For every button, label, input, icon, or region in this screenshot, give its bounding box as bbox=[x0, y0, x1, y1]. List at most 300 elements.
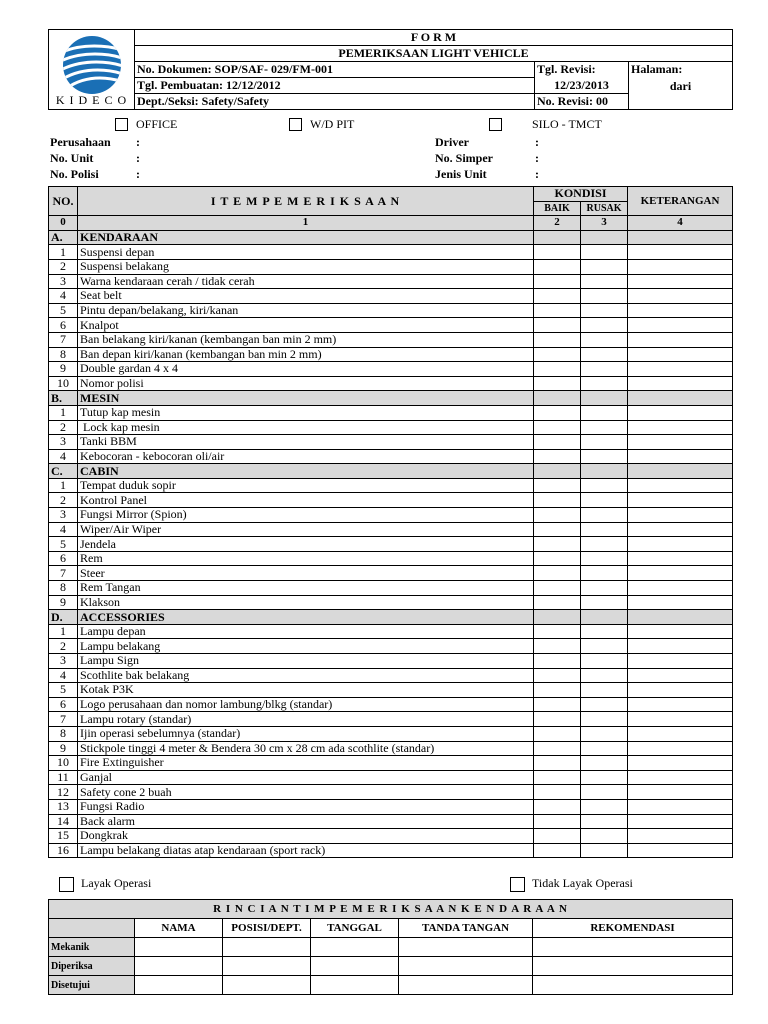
keterangan-cell[interactable] bbox=[628, 814, 733, 829]
section-cell bbox=[534, 391, 581, 406]
checklist-row bbox=[49, 420, 733, 435]
location-silo[interactable] bbox=[489, 115, 602, 133]
keterangan-cell[interactable] bbox=[628, 376, 733, 391]
baik-cell[interactable] bbox=[534, 478, 581, 493]
item-label: Ganjal bbox=[78, 770, 534, 785]
checklist-row bbox=[49, 595, 733, 610]
item-label: Ijin operasi sebelumnya (standar) bbox=[78, 726, 534, 741]
keterangan-cell[interactable] bbox=[628, 551, 733, 566]
item-number: 4 bbox=[49, 668, 78, 683]
checklist-row bbox=[49, 741, 733, 756]
signature-field[interactable] bbox=[399, 957, 533, 976]
checklist-row bbox=[49, 303, 733, 318]
baik-cell[interactable] bbox=[534, 624, 581, 639]
item-label: Klakson bbox=[78, 595, 534, 610]
position-field[interactable] bbox=[223, 976, 311, 995]
rusak-cell[interactable] bbox=[581, 435, 628, 450]
item-number: 5 bbox=[49, 683, 78, 698]
item-number: 7 bbox=[49, 332, 78, 347]
team-title: R I N C I A N T I M P E M E R I K S A A N K E N D A R A A N bbox=[49, 900, 733, 919]
checklist-row bbox=[49, 639, 733, 654]
rusak-cell[interactable] bbox=[581, 245, 628, 260]
item-number: 7 bbox=[49, 712, 78, 727]
info-label: No. Simper bbox=[435, 151, 493, 165]
keterangan-cell[interactable] bbox=[628, 537, 733, 552]
keterangan-cell[interactable] bbox=[628, 435, 733, 450]
baik-cell[interactable] bbox=[534, 508, 581, 523]
item-label: Wiper/Air Wiper bbox=[78, 522, 534, 537]
position-field[interactable] bbox=[223, 938, 311, 957]
baik-cell[interactable] bbox=[534, 770, 581, 785]
section-cell bbox=[628, 610, 733, 625]
item-number: 6 bbox=[49, 697, 78, 712]
rusak-cell[interactable] bbox=[581, 493, 628, 508]
baik-cell[interactable] bbox=[534, 376, 581, 391]
checklist-row bbox=[49, 493, 733, 508]
item-label: Fungsi Radio bbox=[78, 799, 534, 814]
checklist-row bbox=[49, 829, 733, 844]
rusak-cell[interactable] bbox=[581, 843, 628, 858]
info-row-unit[interactable] bbox=[50, 150, 140, 166]
col-rusak-header: RUSAK bbox=[581, 201, 628, 216]
baik-cell[interactable] bbox=[534, 581, 581, 596]
section-code: D. bbox=[49, 610, 78, 625]
section-code: A. bbox=[49, 230, 78, 245]
item-number: 6 bbox=[49, 551, 78, 566]
idx-cell: 0 bbox=[49, 216, 78, 231]
checklist-row bbox=[49, 289, 733, 304]
baik-cell[interactable] bbox=[534, 639, 581, 654]
rusak-cell[interactable] bbox=[581, 376, 628, 391]
keterangan-cell[interactable] bbox=[628, 259, 733, 274]
item-number: 8 bbox=[49, 581, 78, 596]
item-number: 1 bbox=[49, 624, 78, 639]
checklist-row bbox=[49, 362, 733, 377]
rusak-cell[interactable] bbox=[581, 814, 628, 829]
keterangan-cell[interactable] bbox=[628, 785, 733, 800]
baik-cell[interactable] bbox=[534, 814, 581, 829]
checklist-row bbox=[49, 814, 733, 829]
inspection-table bbox=[48, 186, 733, 858]
baik-cell[interactable] bbox=[534, 318, 581, 333]
baik-cell[interactable] bbox=[534, 595, 581, 610]
baik-cell[interactable] bbox=[534, 566, 581, 581]
rusak-cell[interactable] bbox=[581, 595, 628, 610]
keterangan-cell[interactable] bbox=[628, 420, 733, 435]
location-wd-pit[interactable] bbox=[289, 115, 354, 133]
item-number: 14 bbox=[49, 814, 78, 829]
keterangan-cell[interactable] bbox=[628, 303, 733, 318]
rusak-cell[interactable] bbox=[581, 785, 628, 800]
keterangan-cell[interactable] bbox=[628, 508, 733, 523]
idx-cell: 1 bbox=[78, 216, 534, 231]
rusak-cell[interactable] bbox=[581, 697, 628, 712]
keterangan-cell[interactable] bbox=[628, 799, 733, 814]
rusak-cell[interactable] bbox=[581, 726, 628, 741]
item-label: Lampu belakang diatas atap kendaraan (sport rack) bbox=[78, 843, 534, 858]
keterangan-cell[interactable] bbox=[628, 843, 733, 858]
wdpit-label: W/D PIT bbox=[310, 117, 355, 131]
col-baik-header: BAIK bbox=[534, 201, 581, 216]
rusak-cell[interactable] bbox=[581, 449, 628, 464]
section-title: CABIN bbox=[78, 464, 534, 479]
rusak-cell[interactable] bbox=[581, 581, 628, 596]
checklist-row bbox=[49, 332, 733, 347]
name-field[interactable] bbox=[135, 976, 223, 995]
item-label: Lampu Sign bbox=[78, 654, 534, 669]
rusak-cell[interactable] bbox=[581, 478, 628, 493]
baik-cell[interactable] bbox=[534, 668, 581, 683]
team-col-position: POSISI/DEPT. bbox=[223, 919, 311, 938]
checklist-row bbox=[49, 245, 733, 260]
section-cell bbox=[581, 230, 628, 245]
baik-cell[interactable] bbox=[534, 537, 581, 552]
baik-cell[interactable] bbox=[534, 405, 581, 420]
checklist-row bbox=[49, 347, 733, 362]
keterangan-cell[interactable] bbox=[628, 449, 733, 464]
date-field[interactable] bbox=[311, 976, 399, 995]
verdict-not-ok[interactable] bbox=[510, 876, 633, 892]
rusak-cell[interactable] bbox=[581, 551, 628, 566]
item-number: 3 bbox=[49, 274, 78, 289]
item-number: 4 bbox=[49, 289, 78, 304]
rusak-cell[interactable] bbox=[581, 420, 628, 435]
rusak-cell[interactable] bbox=[581, 683, 628, 698]
baik-cell[interactable] bbox=[534, 303, 581, 318]
layak-checkbox[interactable] bbox=[59, 877, 74, 892]
office-checkbox[interactable] bbox=[115, 118, 128, 131]
rev-date-label: Tgl. Revisi: bbox=[535, 62, 629, 78]
info-row-unit-type[interactable] bbox=[435, 166, 539, 182]
checklist-row bbox=[49, 770, 733, 785]
rusak-cell[interactable] bbox=[581, 566, 628, 581]
info-label: Perusahaan bbox=[50, 135, 111, 149]
rusak-cell[interactable] bbox=[581, 741, 628, 756]
checklist-row bbox=[49, 756, 733, 771]
rusak-cell[interactable] bbox=[581, 639, 628, 654]
rusak-cell[interactable] bbox=[581, 405, 628, 420]
item-label: Double gardan 4 x 4 bbox=[78, 362, 534, 377]
date-field[interactable] bbox=[311, 938, 399, 957]
item-number: 8 bbox=[49, 726, 78, 741]
checklist-row bbox=[49, 508, 733, 523]
keterangan-cell[interactable] bbox=[628, 756, 733, 771]
baik-cell[interactable] bbox=[534, 843, 581, 858]
baik-cell[interactable] bbox=[534, 829, 581, 844]
section-row bbox=[49, 610, 733, 625]
baik-cell[interactable] bbox=[534, 741, 581, 756]
rev-date: 12/23/2013 bbox=[535, 78, 629, 94]
baik-cell[interactable] bbox=[534, 449, 581, 464]
checklist-row bbox=[49, 259, 733, 274]
created-date: Tgl. Pembuatan: 12/12/2012 bbox=[135, 78, 535, 94]
rusak-cell[interactable] bbox=[581, 508, 628, 523]
keterangan-cell[interactable] bbox=[628, 697, 733, 712]
item-number: 10 bbox=[49, 376, 78, 391]
checklist-row bbox=[49, 683, 733, 698]
keterangan-cell[interactable] bbox=[628, 289, 733, 304]
item-number: 4 bbox=[49, 522, 78, 537]
team-row-approved bbox=[49, 976, 733, 995]
item-number: 6 bbox=[49, 318, 78, 333]
item-label: Lock kap mesin bbox=[78, 420, 534, 435]
item-label: Ban depan kiri/kanan (kembangan ban min 2 mm) bbox=[78, 347, 534, 362]
rusak-cell[interactable] bbox=[581, 712, 628, 727]
document-header bbox=[48, 29, 733, 110]
keterangan-cell[interactable] bbox=[628, 726, 733, 741]
keterangan-cell[interactable] bbox=[628, 318, 733, 333]
checklist-row bbox=[49, 318, 733, 333]
checklist-row bbox=[49, 712, 733, 727]
keterangan-cell[interactable] bbox=[628, 683, 733, 698]
col-ket-header: KETERANGAN bbox=[628, 187, 733, 216]
item-number: 1 bbox=[49, 478, 78, 493]
signature-field[interactable] bbox=[399, 976, 533, 995]
item-label: Lampu rotary (standar) bbox=[78, 712, 534, 727]
checklist-row bbox=[49, 624, 733, 639]
item-label: Seat belt bbox=[78, 289, 534, 304]
keterangan-cell[interactable] bbox=[628, 566, 733, 581]
rusak-cell[interactable] bbox=[581, 347, 628, 362]
item-number: 4 bbox=[49, 449, 78, 464]
checklist-row bbox=[49, 566, 733, 581]
rusak-cell[interactable] bbox=[581, 289, 628, 304]
rusak-cell[interactable] bbox=[581, 318, 628, 333]
location-office[interactable] bbox=[115, 115, 177, 133]
info-row-driver[interactable] bbox=[435, 134, 539, 150]
item-number: 3 bbox=[49, 508, 78, 523]
item-number: 2 bbox=[49, 493, 78, 508]
team-table bbox=[48, 899, 733, 995]
item-number: 13 bbox=[49, 799, 78, 814]
baik-cell[interactable] bbox=[534, 420, 581, 435]
item-label: Kotak P3K bbox=[78, 683, 534, 698]
signature-field[interactable] bbox=[399, 938, 533, 957]
item-label: Nomor polisi bbox=[78, 376, 534, 391]
keterangan-cell[interactable] bbox=[628, 829, 733, 844]
section-title: ACCESSORIES bbox=[78, 610, 534, 625]
checklist-row bbox=[49, 435, 733, 450]
rusak-cell[interactable] bbox=[581, 522, 628, 537]
keterangan-cell[interactable] bbox=[628, 332, 733, 347]
keterangan-cell[interactable] bbox=[628, 639, 733, 654]
rusak-cell[interactable] bbox=[581, 537, 628, 552]
keterangan-cell[interactable] bbox=[628, 362, 733, 377]
rusak-cell[interactable] bbox=[581, 756, 628, 771]
office-label: OFFICE bbox=[136, 117, 178, 131]
baik-cell[interactable] bbox=[534, 245, 581, 260]
name-field[interactable] bbox=[135, 957, 223, 976]
item-number: 9 bbox=[49, 362, 78, 377]
team-row-label: Diperiksa bbox=[49, 957, 135, 976]
item-label: Lampu belakang bbox=[78, 639, 534, 654]
recommendation-field[interactable] bbox=[533, 938, 733, 957]
item-number: 10 bbox=[49, 756, 78, 771]
kideco-logo-icon bbox=[57, 34, 127, 96]
baik-cell[interactable] bbox=[534, 362, 581, 377]
section-code: C. bbox=[49, 464, 78, 479]
team-col-recommendation: REKOMENDASI bbox=[533, 919, 733, 938]
item-number: 9 bbox=[49, 741, 78, 756]
item-label: Pintu depan/belakang, kiri/kanan bbox=[78, 303, 534, 318]
item-label: Warna kendaraan cerah / tidak cerah bbox=[78, 274, 534, 289]
info-label: No. Polisi bbox=[50, 167, 99, 181]
baik-cell[interactable] bbox=[534, 551, 581, 566]
section-cell bbox=[534, 230, 581, 245]
keterangan-cell[interactable] bbox=[628, 770, 733, 785]
keterangan-cell[interactable] bbox=[628, 347, 733, 362]
item-number: 3 bbox=[49, 654, 78, 669]
item-label: Knalpot bbox=[78, 318, 534, 333]
keterangan-cell[interactable] bbox=[628, 245, 733, 260]
rusak-cell[interactable] bbox=[581, 770, 628, 785]
item-number: 2 bbox=[49, 259, 78, 274]
item-label: Fungsi Mirror (Spion) bbox=[78, 508, 534, 523]
baik-cell[interactable] bbox=[534, 332, 581, 347]
section-code: B. bbox=[49, 391, 78, 406]
doc-number: No. Dokumen: SOP/SAF- 029/FM-001 bbox=[135, 62, 535, 78]
checklist-row bbox=[49, 654, 733, 669]
keterangan-cell[interactable] bbox=[628, 654, 733, 669]
item-label: Suspensi depan bbox=[78, 245, 534, 260]
item-number: 8 bbox=[49, 347, 78, 362]
item-label: Stickpole tinggi 4 meter & Bendera 30 cm x 28 cm ada scothlite (standar) bbox=[78, 741, 534, 756]
baik-cell[interactable] bbox=[534, 654, 581, 669]
form-subtitle: PEMERIKSAAN LIGHT VEHICLE bbox=[135, 46, 733, 62]
item-number: 2 bbox=[49, 639, 78, 654]
baik-cell[interactable] bbox=[534, 756, 581, 771]
baik-cell[interactable] bbox=[534, 683, 581, 698]
idx-cell: 3 bbox=[581, 216, 628, 231]
item-number: 1 bbox=[49, 245, 78, 260]
item-number: 5 bbox=[49, 537, 78, 552]
rusak-cell[interactable] bbox=[581, 668, 628, 683]
recommendation-field[interactable] bbox=[533, 957, 733, 976]
checklist-row bbox=[49, 697, 733, 712]
baik-cell[interactable] bbox=[534, 522, 581, 537]
baik-cell[interactable] bbox=[534, 259, 581, 274]
baik-cell[interactable] bbox=[534, 274, 581, 289]
section-cell bbox=[628, 230, 733, 245]
baik-cell[interactable] bbox=[534, 726, 581, 741]
baik-cell[interactable] bbox=[534, 347, 581, 362]
info-row-plate[interactable] bbox=[50, 166, 140, 182]
position-field[interactable] bbox=[223, 957, 311, 976]
keterangan-cell[interactable] bbox=[628, 493, 733, 508]
item-label: Lampu depan bbox=[78, 624, 534, 639]
section-row bbox=[49, 230, 733, 245]
item-number: 2 bbox=[49, 420, 78, 435]
baik-cell[interactable] bbox=[534, 435, 581, 450]
info-row-license[interactable] bbox=[435, 150, 539, 166]
item-number: 12 bbox=[49, 785, 78, 800]
keterangan-cell[interactable] bbox=[628, 595, 733, 610]
keterangan-cell[interactable] bbox=[628, 624, 733, 639]
checklist-row bbox=[49, 522, 733, 537]
item-label: Tutup kap mesin bbox=[78, 405, 534, 420]
baik-cell[interactable] bbox=[534, 697, 581, 712]
dept: Dept./Seksi: Safety/Safety bbox=[135, 94, 535, 110]
rusak-cell[interactable] bbox=[581, 303, 628, 318]
baik-cell[interactable] bbox=[534, 289, 581, 304]
item-label: Jendela bbox=[78, 537, 534, 552]
item-number: 3 bbox=[49, 435, 78, 450]
section-cell bbox=[628, 464, 733, 479]
rusak-cell[interactable] bbox=[581, 259, 628, 274]
section-row bbox=[49, 391, 733, 406]
item-number: 9 bbox=[49, 595, 78, 610]
keterangan-cell[interactable] bbox=[628, 581, 733, 596]
item-label: Tanki BBM bbox=[78, 435, 534, 450]
baik-cell[interactable] bbox=[534, 712, 581, 727]
item-label: Tempat duduk sopir bbox=[78, 478, 534, 493]
keterangan-cell[interactable] bbox=[628, 741, 733, 756]
keterangan-cell[interactable] bbox=[628, 522, 733, 537]
info-label: Jenis Unit bbox=[435, 167, 487, 181]
keterangan-cell[interactable] bbox=[628, 405, 733, 420]
rusak-cell[interactable] bbox=[581, 362, 628, 377]
col-no-header: NO. bbox=[49, 187, 78, 216]
checklist-row bbox=[49, 843, 733, 858]
team-col-date: TANGGAL bbox=[311, 919, 399, 938]
silo-checkbox[interactable] bbox=[489, 118, 502, 131]
info-colon: : bbox=[136, 135, 140, 149]
info-colon: : bbox=[136, 167, 140, 181]
info-label: Driver bbox=[435, 135, 469, 149]
rusak-cell[interactable] bbox=[581, 654, 628, 669]
info-label: No. Unit bbox=[50, 151, 94, 165]
rev-number: No. Revisi: 00 bbox=[535, 94, 629, 110]
verdict-ok[interactable] bbox=[59, 876, 151, 892]
rusak-cell[interactable] bbox=[581, 829, 628, 844]
section-row bbox=[49, 464, 733, 479]
keterangan-cell[interactable] bbox=[628, 712, 733, 727]
wdpit-checkbox[interactable] bbox=[289, 118, 302, 131]
rusak-cell[interactable] bbox=[581, 274, 628, 289]
item-number: 7 bbox=[49, 566, 78, 581]
info-right bbox=[435, 134, 539, 182]
checklist-row bbox=[49, 478, 733, 493]
info-colon: : bbox=[136, 151, 140, 165]
section-cell bbox=[581, 610, 628, 625]
form-title: F O R M bbox=[135, 30, 733, 46]
idx-cell: 4 bbox=[628, 216, 733, 231]
team-col-name: NAMA bbox=[135, 919, 223, 938]
rusak-cell[interactable] bbox=[581, 799, 628, 814]
item-label: Kebocoran - kebocoran oli/air bbox=[78, 449, 534, 464]
keterangan-cell[interactable] bbox=[628, 478, 733, 493]
section-cell bbox=[534, 464, 581, 479]
keterangan-cell[interactable] bbox=[628, 274, 733, 289]
item-label: Back alarm bbox=[78, 814, 534, 829]
date-field[interactable] bbox=[311, 957, 399, 976]
baik-cell[interactable] bbox=[534, 785, 581, 800]
col-kondisi-header: KONDISI bbox=[534, 187, 628, 202]
name-field[interactable] bbox=[135, 938, 223, 957]
rusak-cell[interactable] bbox=[581, 624, 628, 639]
team-row-mechanic bbox=[49, 938, 733, 957]
info-left bbox=[50, 134, 140, 182]
recommendation-field[interactable] bbox=[533, 976, 733, 995]
tidak-layak-checkbox[interactable] bbox=[510, 877, 525, 892]
checklist-row bbox=[49, 668, 733, 683]
info-row-company[interactable] bbox=[50, 134, 140, 150]
keterangan-cell[interactable] bbox=[628, 668, 733, 683]
checklist-row bbox=[49, 449, 733, 464]
baik-cell[interactable] bbox=[534, 799, 581, 814]
baik-cell[interactable] bbox=[534, 493, 581, 508]
rusak-cell[interactable] bbox=[581, 332, 628, 347]
